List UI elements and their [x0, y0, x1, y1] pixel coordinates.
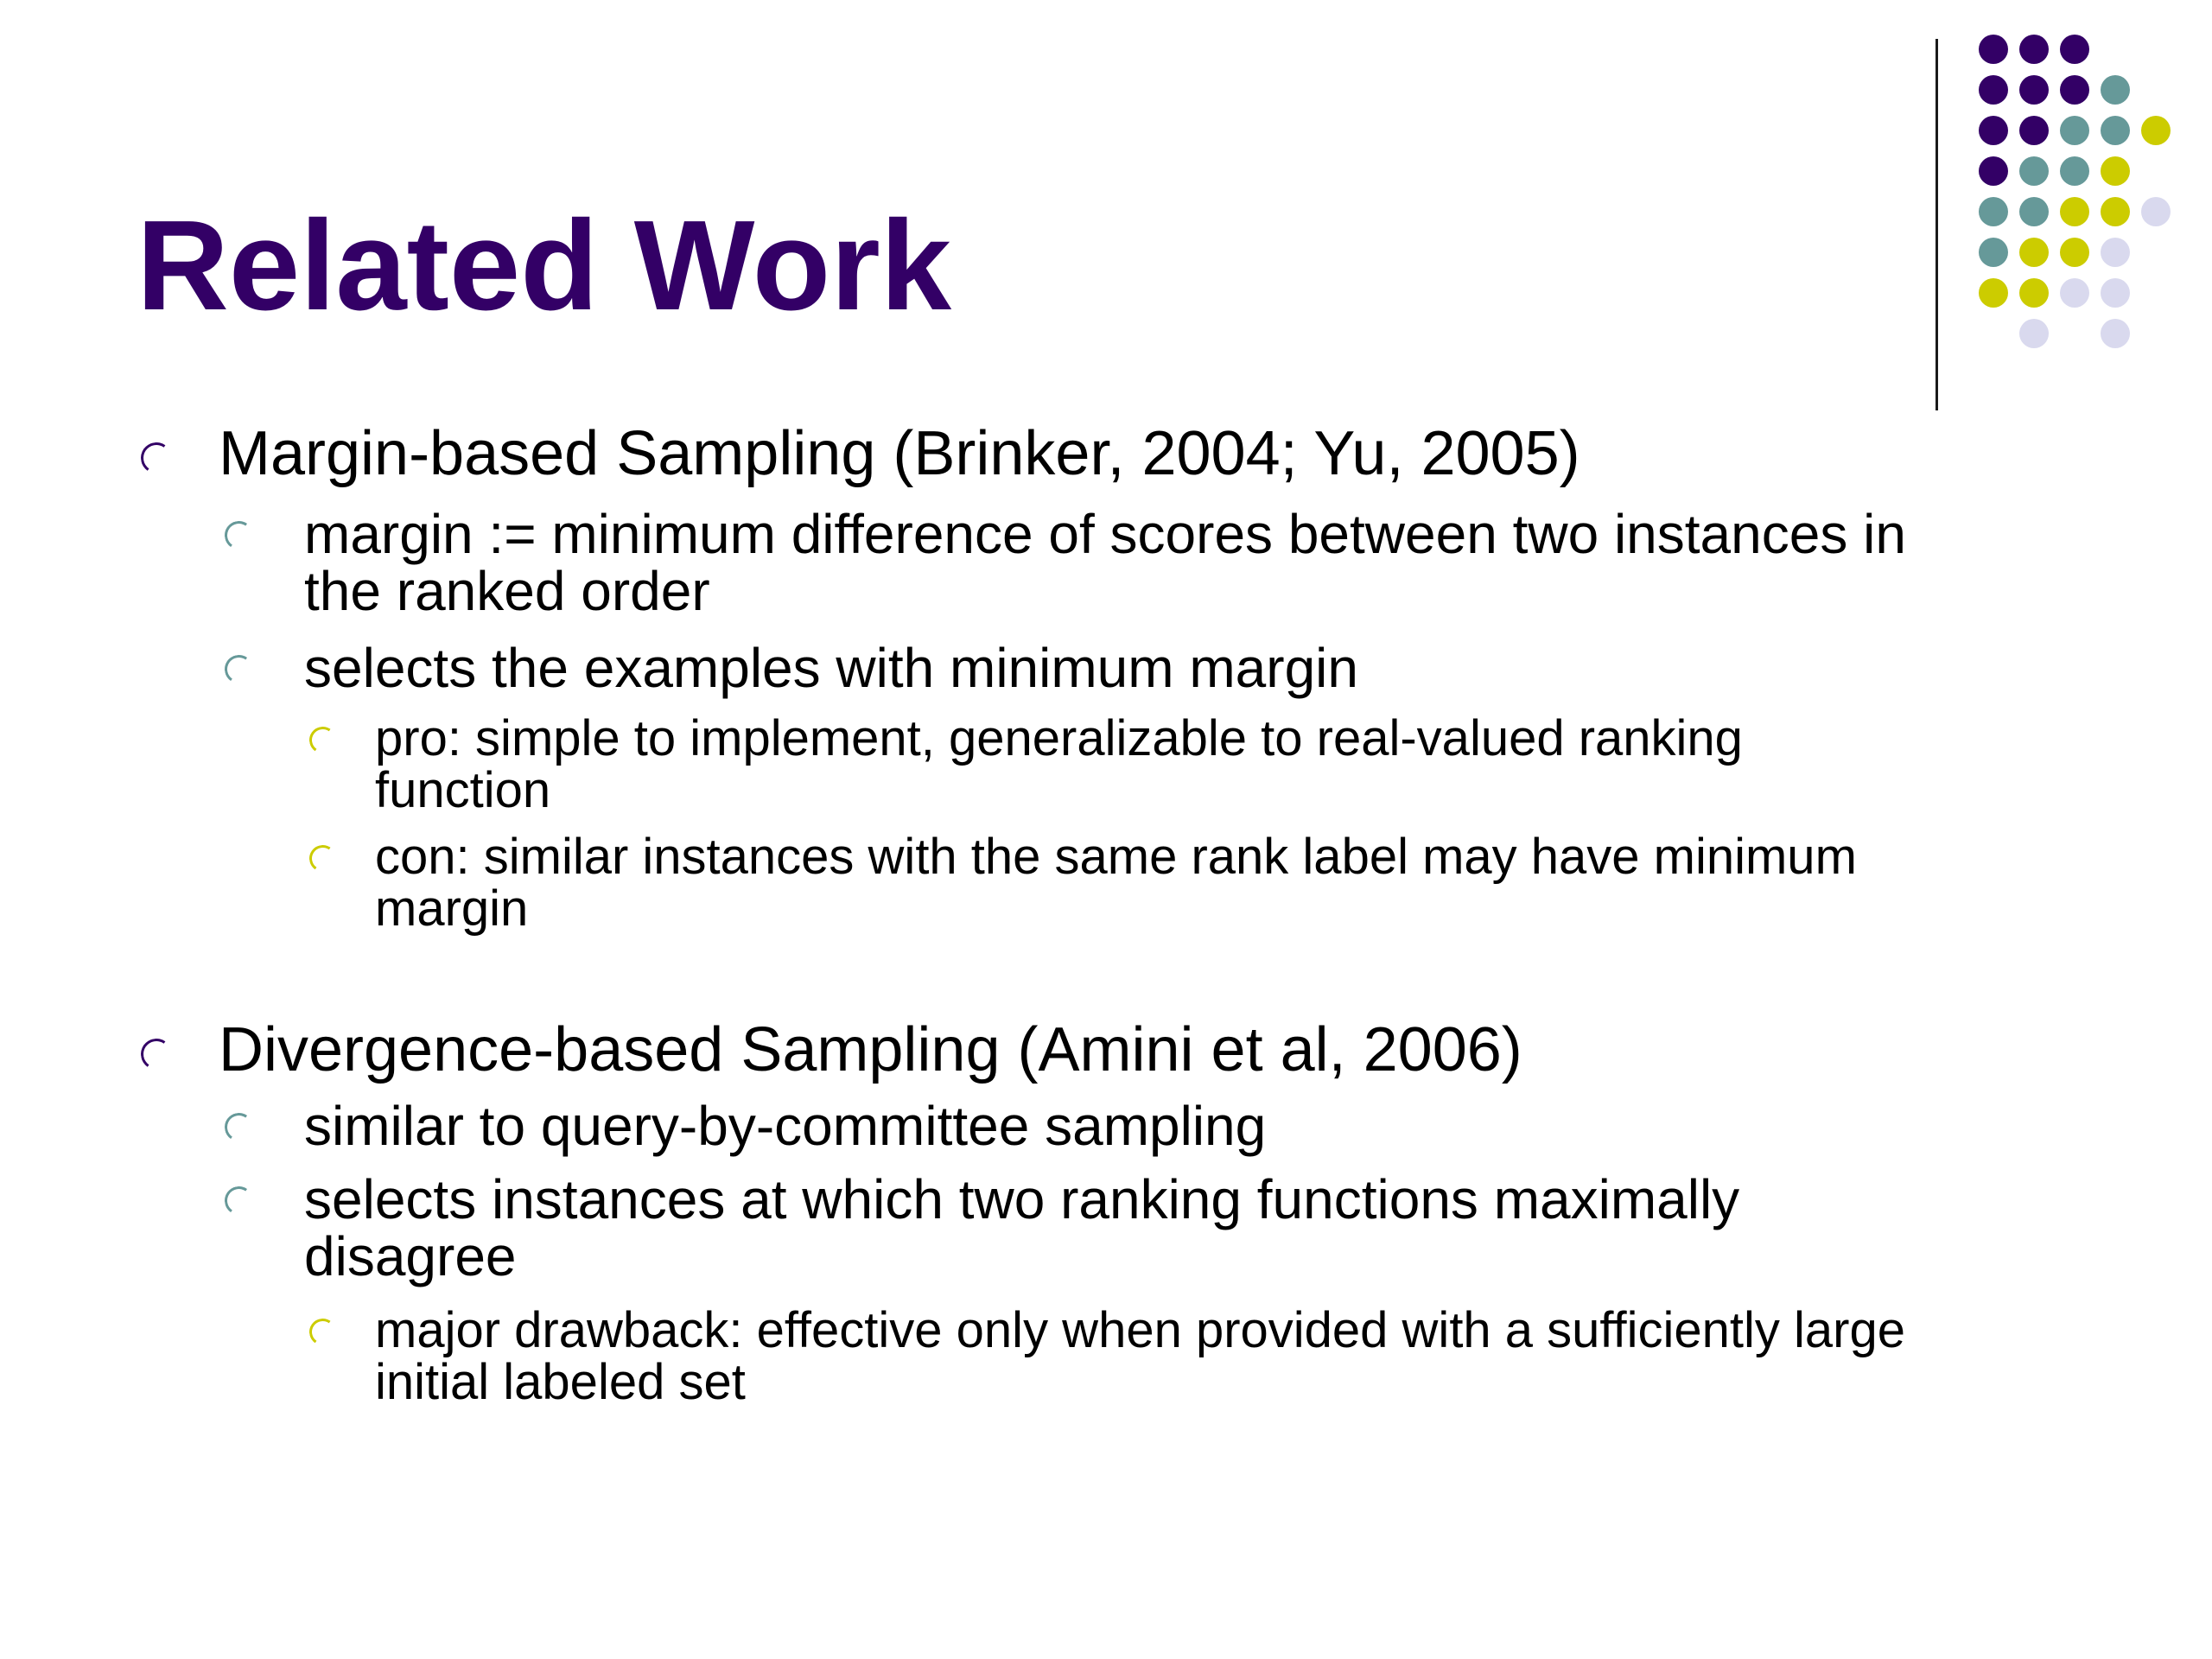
level1-bullet-icon — [138, 1036, 175, 1072]
bullet-text — [304, 1168, 1740, 1287]
level3-bullet-icon — [308, 725, 339, 756]
decorative-dot — [1979, 238, 2008, 267]
level3-bullet-icon — [308, 1317, 339, 1348]
bullet-text-line: initial labeled set — [375, 1354, 746, 1410]
decorative-dot — [1979, 197, 2008, 226]
bullet-text — [219, 419, 1580, 488]
bullet-text-line: pro: simple to implement, generalizable to real-valued ranking — [375, 710, 1743, 766]
decorative-dot — [2101, 319, 2130, 348]
bullet-text-line: the ranked order — [304, 560, 710, 622]
decorative-dot — [2141, 197, 2171, 226]
level2-bullet-icon — [222, 1184, 255, 1217]
decorative-dot — [1979, 75, 2008, 105]
decorative-dot — [2101, 197, 2130, 226]
level1-bullet-icon — [138, 440, 175, 476]
decorative-dot — [2101, 156, 2130, 186]
decorative-dot — [2019, 319, 2049, 348]
bullet-text-line: major drawback: effective only when provided with a sufficiently large — [375, 1302, 1905, 1358]
slide-title: Related Work — [137, 194, 952, 337]
decorative-dot — [2060, 156, 2089, 186]
bullet-text — [304, 637, 1358, 699]
decorative-dot — [2060, 278, 2089, 308]
bullet-text-line: similar to query-by-committee sampling — [304, 1095, 1267, 1157]
bullet-text — [304, 505, 1906, 620]
decorative-dot — [2101, 75, 2130, 105]
bullet-text — [304, 1095, 1267, 1157]
bullet-text-line: margin := minimum difference of scores between two instances in — [304, 503, 1906, 565]
decorative-dot — [2019, 238, 2049, 267]
bullet-text-line: Margin-based Sampling (Brinker, 2004; Yu, 2005) — [219, 419, 1580, 488]
decorative-dot-grid — [1979, 35, 2212, 363]
decorative-dot — [2019, 197, 2049, 226]
decorative-dot — [2060, 238, 2089, 267]
bullet-text — [375, 831, 1857, 935]
decorative-dot — [2060, 197, 2089, 226]
decorative-dot — [2019, 156, 2049, 186]
decorative-dot — [2060, 116, 2089, 145]
decorative-dot — [1979, 116, 2008, 145]
bullet-text-line: margin — [375, 880, 529, 937]
decorative-dot — [2019, 116, 2049, 145]
decorative-dot — [1979, 35, 2008, 64]
bullet-text — [219, 1015, 1522, 1084]
decorative-dot — [2060, 75, 2089, 105]
decorative-dot — [2060, 35, 2089, 64]
bullet-text-line: disagree — [304, 1225, 517, 1287]
bullet-text-line: con: similar instances with the same rank label may have minimum — [375, 829, 1857, 885]
title-divider — [1936, 39, 1938, 410]
decorative-dot — [2141, 116, 2171, 145]
level2-bullet-icon — [222, 652, 255, 685]
bullet-text-line: function — [375, 762, 551, 818]
decorative-dot — [2019, 278, 2049, 308]
decorative-dot — [2101, 278, 2130, 308]
level2-bullet-icon — [222, 518, 255, 551]
level2-bullet-icon — [222, 1110, 255, 1143]
bullet-text — [375, 1302, 1905, 1410]
decorative-dot — [2019, 75, 2049, 105]
decorative-dot — [2101, 238, 2130, 267]
level3-bullet-icon — [308, 843, 339, 874]
decorative-dot — [2101, 116, 2130, 145]
bullet-text-line: selects the examples with minimum margin — [304, 637, 1358, 699]
bullet-text-line: selects instances at which two ranking functions maximally — [304, 1168, 1740, 1230]
decorative-dot — [1979, 278, 2008, 308]
bullet-text-line: Divergence-based Sampling (Amini et al, 2006) — [219, 1015, 1522, 1084]
decorative-dot — [1979, 156, 2008, 186]
bullet-text — [375, 710, 1743, 818]
decorative-dot — [2019, 35, 2049, 64]
